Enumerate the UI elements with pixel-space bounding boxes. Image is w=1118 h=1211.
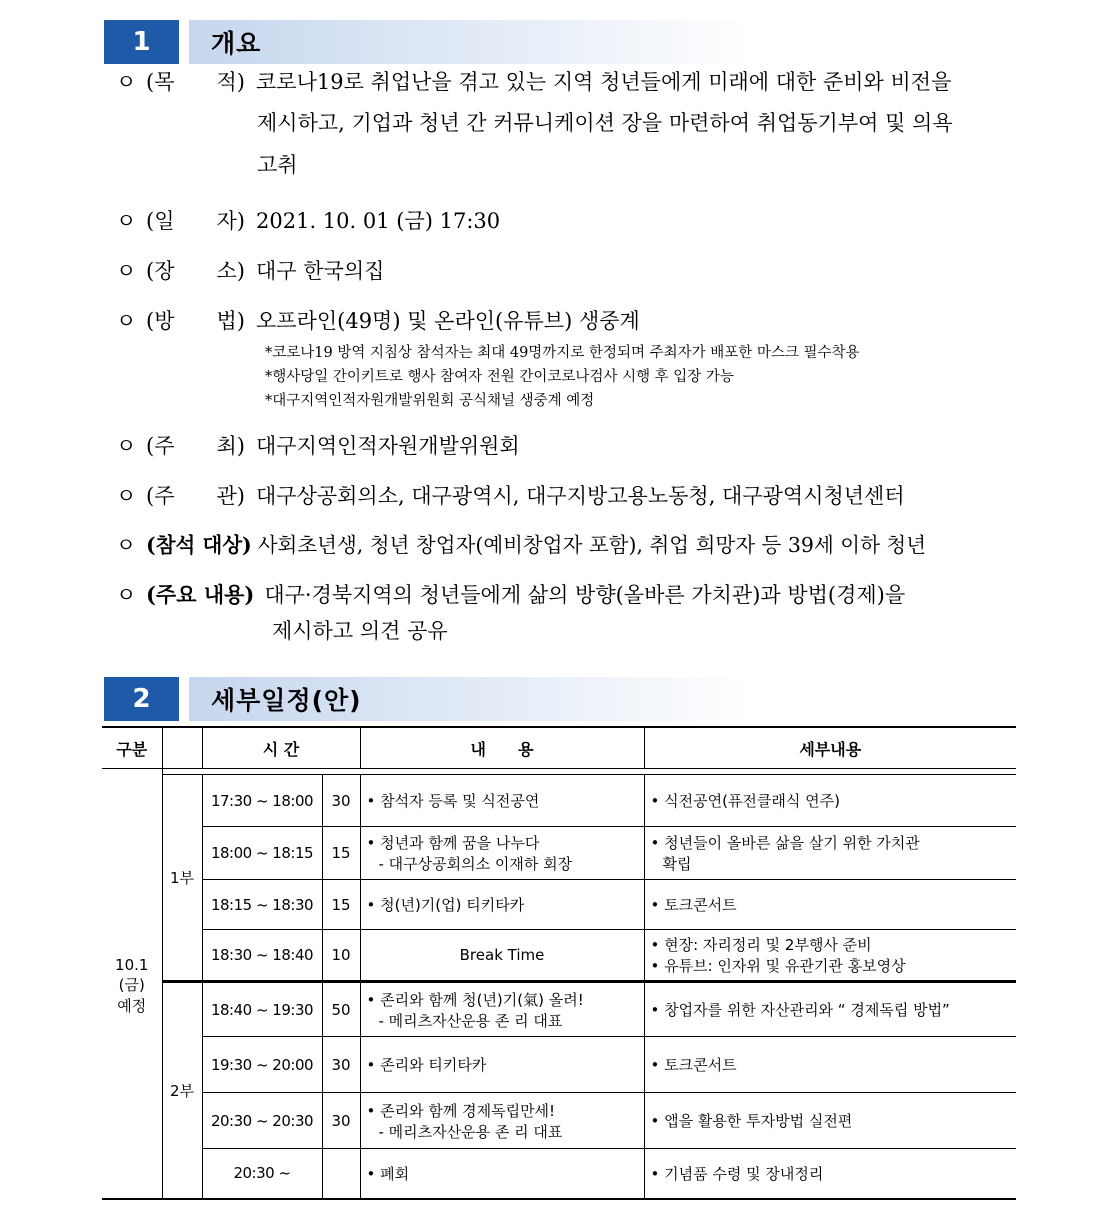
table-header-row — [102, 727, 1016, 769]
schedule-table — [102, 726, 1016, 1200]
item-label: (목 적) — [146, 70, 245, 94]
header-time: 시 간 — [202, 727, 360, 769]
item-label: (주 최) — [146, 434, 245, 458]
header-blank — [162, 727, 202, 769]
detail-cell: • 창업자를 위한 자산관리와 “ 경제독립 방법” — [644, 982, 1016, 1037]
item-text: 사회초년생, 청년 창업자(예비창업자 포함), 취업 희망자 등 39세 이하 청년 — [257, 533, 926, 557]
part-1-cell: 1부 — [162, 775, 202, 982]
table-row — [102, 880, 1016, 930]
detail-cell: • 토크콘서트 — [644, 1037, 1016, 1093]
content-cell: • 청년과 함께 꿈을 나누다 - 대구상공회의소 이재하 회장 — [360, 827, 644, 880]
bullet: ㅇ — [116, 309, 137, 333]
time-cell: 20:30 ~ 20:30 — [202, 1093, 322, 1149]
method-note-3: *대구지역인적자원개발위원회 공식채널 생중계 예정 — [265, 393, 595, 409]
item-text: 대구지역인적자원개발위원회 — [256, 434, 520, 458]
item-text: 대구·경북지역의 청년들에게 삶의 방향(올바른 가치관)과 방법(경제)을 — [264, 583, 906, 607]
part-2-cell: 2부 — [162, 982, 202, 1199]
item-text: 2021. 10. 01 (금) 17:30 — [256, 209, 501, 233]
item-text: 대구 한국의집 — [256, 259, 385, 283]
time-cell: 18:30 ~ 18:40 — [202, 930, 322, 982]
bullet: ㅇ — [116, 70, 137, 94]
table-row — [102, 1093, 1016, 1149]
overview-target — [116, 525, 1016, 565]
time-cell: 18:15 ~ 18:30 — [202, 880, 322, 930]
detail-cell: • 청년들이 올바른 삶을 살기 위한 가치관 확립 — [644, 827, 1016, 880]
overview-date — [116, 201, 1016, 241]
minutes-cell: 30 — [322, 1037, 360, 1093]
content-cell: • 참석자 등록 및 식전공연 — [360, 775, 644, 827]
purpose-line-3: 고취 — [257, 153, 298, 177]
bullet: ㅇ — [116, 209, 137, 233]
section-number: 1 — [104, 20, 179, 64]
item-text: 오프라인(49명) 및 온라인(유튜브) 생중계 — [256, 309, 640, 333]
section-header-1 — [104, 20, 751, 64]
time-cell: 19:30 ~ 20:00 — [202, 1037, 322, 1093]
section-title: 개요 — [189, 20, 751, 64]
overview-content — [116, 575, 1016, 615]
bullet: ㅇ — [116, 583, 137, 607]
overview-method — [116, 301, 1016, 341]
time-cell: 17:30 ~ 18:00 — [202, 775, 322, 827]
header-detail: 세부내용 — [644, 727, 1016, 769]
time-cell: 18:00 ~ 18:15 — [202, 827, 322, 880]
overview-organizer — [116, 476, 1016, 516]
item-label: (주요 내용) — [146, 582, 255, 607]
section-title: 세부일정(안) — [189, 677, 751, 721]
overview-host — [116, 426, 1016, 466]
section-number: 2 — [104, 677, 179, 721]
content-cell: • 청(년)기(업) 티키타카 — [360, 880, 644, 930]
content-cell: Break Time — [360, 930, 644, 982]
minutes-cell: 30 — [322, 775, 360, 827]
header-content: 내 용 — [360, 727, 644, 769]
item-label: (일 자) — [146, 209, 245, 233]
item-text: 대구상공회의소, 대구광역시, 대구지방고용노동청, 대구광역시청년센터 — [256, 484, 905, 508]
bullet: ㅇ — [116, 533, 136, 557]
table-row — [102, 775, 1016, 827]
overview-purpose — [116, 62, 1016, 102]
minutes-cell: 10 — [322, 930, 360, 982]
content-cell: • 존리와 함께 청(년)기(氣) 올려! - 메리츠자산운용 존 리 대표 — [360, 982, 644, 1037]
detail-cell: • 토크콘서트 — [644, 880, 1016, 930]
day-cell: 10.1 (금) 예정 — [102, 775, 162, 1199]
detail-cell: • 식전공연(퓨전클래식 연주) — [644, 775, 1016, 827]
content-cell: • 존리와 함께 경제독립만세! - 메리츠자산운용 존 리 대표 — [360, 1093, 644, 1149]
minutes-cell — [322, 1149, 360, 1199]
bullet: ㅇ — [116, 434, 137, 458]
content-cell: • 존리와 티키타카 — [360, 1037, 644, 1093]
content-cell: • 폐회 — [360, 1149, 644, 1199]
item-label: (주 관) — [146, 484, 245, 508]
minutes-cell: 50 — [322, 982, 360, 1037]
table-row — [102, 827, 1016, 880]
purpose-line-2: 제시하고, 기업과 청년 간 커뮤니케이션 장을 마련하여 취업동기부여 및 의욕 — [257, 111, 953, 135]
table-row — [102, 930, 1016, 982]
detail-cell: • 현장: 자리정리 및 2부행사 준비 • 유튜브: 인자위 및 유관기관 홍보영상 — [644, 930, 1016, 982]
method-note-1: *코로나19 방역 지침상 참석자는 최대 49명까지로 한정되며 주최자가 배포한 마스크 필수착용 — [265, 345, 860, 361]
table-row — [102, 1149, 1016, 1199]
minutes-cell: 15 — [322, 880, 360, 930]
table-row — [102, 982, 1016, 1037]
time-cell: 18:40 ~ 19:30 — [202, 982, 322, 1037]
header-gubun: 구분 — [102, 727, 162, 769]
bullet: ㅇ — [116, 259, 137, 283]
section-header-2 — [104, 677, 751, 721]
table-row — [102, 1037, 1016, 1093]
content-line-2: 제시하고 의견 공유 — [272, 619, 448, 643]
item-label: (참석 대상) — [146, 533, 252, 557]
item-label: (방 법) — [146, 309, 245, 333]
overview-place — [116, 251, 1016, 291]
minutes-cell: 15 — [322, 827, 360, 880]
bullet: ㅇ — [116, 484, 137, 508]
item-text: 코로나19로 취업난을 겪고 있는 지역 청년들에게 미래에 대한 준비와 비전을 — [256, 70, 952, 94]
method-note-2: *행사당일 간이키트로 행사 참여자 전원 간이코로나검사 시행 후 입장 가능 — [265, 369, 734, 385]
detail-cell: • 기념품 수령 및 장내정리 — [644, 1149, 1016, 1199]
item-label: (장 소) — [146, 259, 245, 283]
minutes-cell: 30 — [322, 1093, 360, 1149]
detail-cell: • 앱을 활용한 투자방법 실전편 — [644, 1093, 1016, 1149]
time-cell: 20:30 ~ — [202, 1149, 322, 1199]
